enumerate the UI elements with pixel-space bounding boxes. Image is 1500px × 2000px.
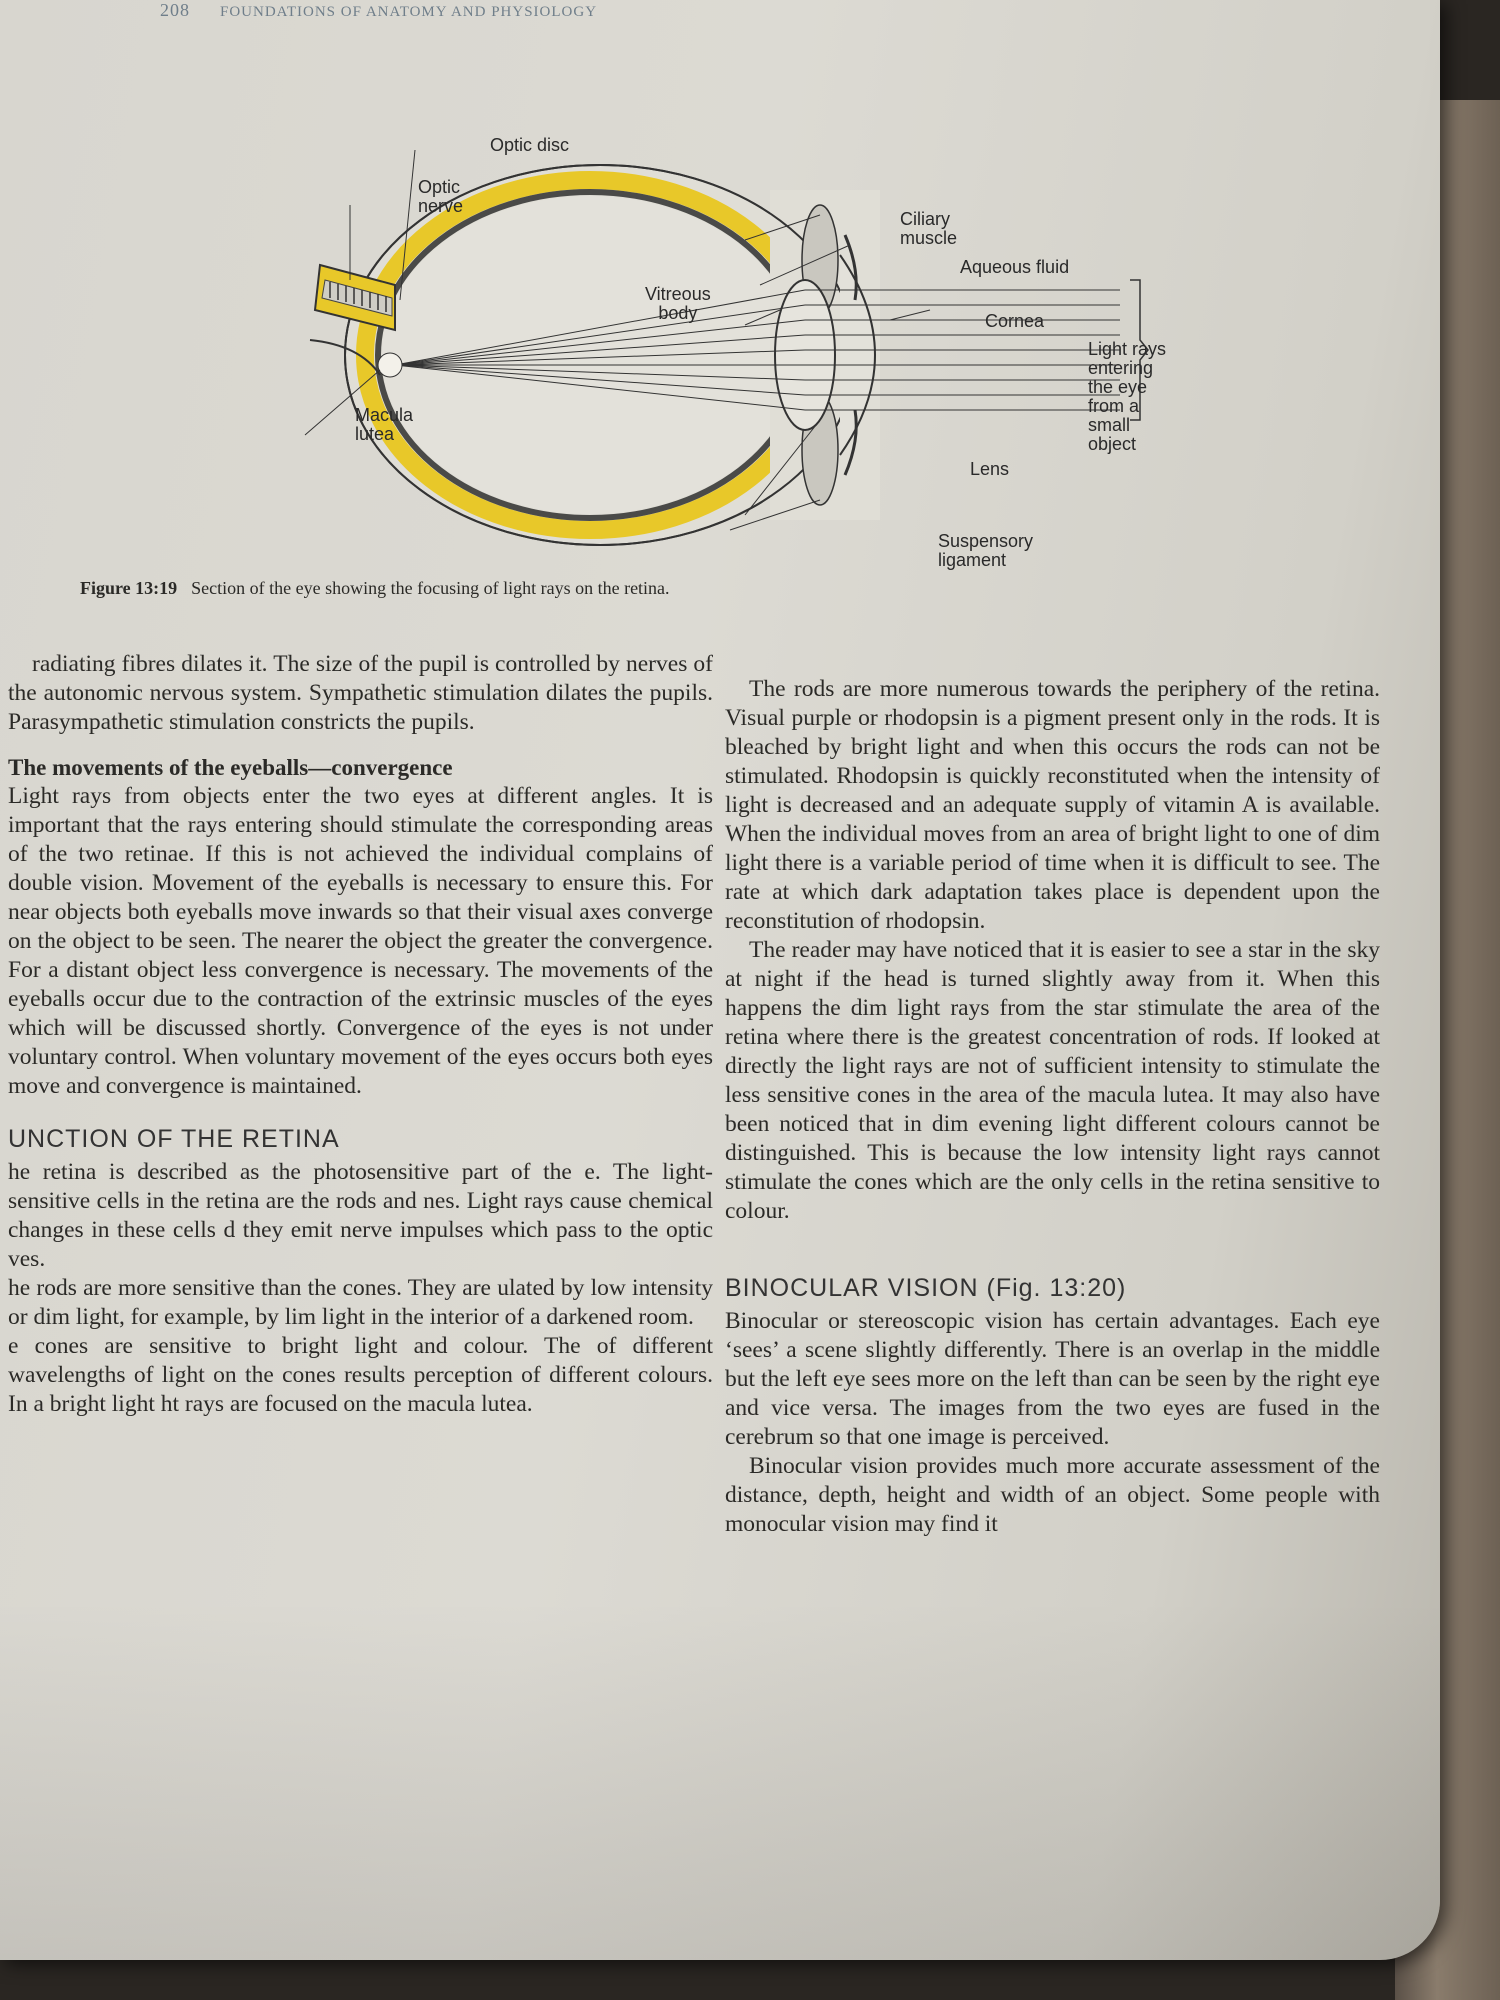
label-suspensory-ligament: Suspensory ligament: [938, 531, 1034, 570]
label-ciliary-muscle: Ciliary muscle: [900, 209, 958, 248]
caption-number: Figure 13:19: [80, 578, 178, 598]
caption-text: Section of the eye showing the focusing of light rays on the retina.: [191, 578, 670, 598]
heading-binocular-vision: BINOCULAR VISION (Fig. 13:20): [725, 1274, 1127, 1302]
right-paragraph-4: Binocular vision provides much more accurate assessment of the distance, depth, height and width of an object. Some people with monocular vision may find it: [725, 1453, 1380, 1537]
right-paragraph-3: Binocular or stereoscopic vision has certain advantages. Each eye ‘sees’ a scene slightly differently. There is an overlap in the middle but the left eye sees more on the left than can be seen by the right eye and vice versa. The images from the two eyes are fused in the cerebrum so that one image is perceived.: [725, 1308, 1380, 1450]
running-head-title: FOUNDATIONS OF ANATOMY AND PHYSIOLOGY: [220, 4, 598, 20]
label-lens: Lens: [970, 459, 1010, 479]
left-paragraph-4: he rods are more sensitive than the cones. They are ulated by low intensity or dim light, for example, by lim light in the interior of a darkened room.: [8, 1275, 713, 1330]
heading-eyeball-movements: The movements of the eyeballs—convergence: [8, 755, 453, 780]
label-macula-lutea: Macula lutea: [355, 405, 414, 444]
eye-section-figure: [300, 130, 1200, 580]
left-paragraph-1: radiating fibres dilates it. The size of the pupil is controlled by nerves of the autonomic nervous system. Sympathetic stimulation dilates the pupils. Parasympathetic stimulation constricts the pupils.: [8, 651, 713, 735]
left-paragraph-5: e cones are sensitive to bright light and colour. The of different wavelengths of light on the cones results perception of different colours. In a bright light ht rays are focused on the macula lutea.: [8, 1333, 713, 1417]
right-paragraph-2: The reader may have noticed that it is easier to see a star in the sky at night if the head is turned slightly away from it. When this happens the dim light rays from the star stimulate the area of the retina where there is the greatest concentration of rods. If looked at directly the light rays are not of sufficient intensity to stimulate the less sensitive cones in the area of the macula lutea. It may also have been noticed that in dim evening light different colours cannot be distinguished. This is because the low intensity light rays cannot stimulate the cones which are the only cells in the retina sensitive to colour.: [725, 937, 1380, 1224]
label-cornea: Cornea: [985, 311, 1045, 331]
label-vitreous-body: Vitreous body: [645, 284, 711, 323]
label-optic-disc: Optic disc: [490, 135, 570, 155]
figure-caption: [80, 578, 670, 599]
right-column: [725, 675, 1380, 1539]
page-number: 208: [160, 0, 190, 20]
left-paragraph-2: Light rays from objects enter the two eyes at different angles. It is important that the rays entering should stimulate the corresponding areas of the two retinae. If this is not achieved the individual complains of double vision. Movement of the eyeballs is necessary to ensure this. For near objects both eyeballs move inwards so that their visual axes converge on the object to be seen. The nearer the object the greater the convergence. For a distant object less convergence is necessary. The movements of the eyeballs occur due to the contraction of the extrinsic muscles of the eyes which will be discussed shortly. Convergence of the eyes is not under voluntary control. When voluntary movement of the eyes occurs both eyes move and convergence is maintained.: [8, 783, 713, 1099]
page-shadow: [0, 1600, 1440, 1960]
heading-function-of-retina: UNCTION OF THE RETINA: [8, 1125, 340, 1153]
left-paragraph-3: he retina is described as the photosensitive part of the e. The light-sensitive cells in the retina are the rods and nes. Light rays cause chemical changes in these cells d they emit nerve impulses which pass to the optic ves.: [8, 1159, 713, 1272]
macula: [378, 353, 402, 377]
label-optic-nerve: Optic nerve: [418, 177, 464, 216]
running-head: [160, 0, 597, 21]
label-aqueous-fluid: Aqueous fluid: [960, 257, 1070, 277]
vitreous-body: [382, 196, 798, 514]
left-column: [0, 650, 713, 1419]
label-light-rays: Light rays entering the eye from a small object: [1088, 339, 1167, 454]
right-paragraph-1: The rods are more numerous towards the periphery of the retina. Visual purple or rhodopsin is a pigment present only in the rods. It is bleached by bright light and when this occurs the rods can not be stimulated. Rhodopsin is quickly reconstituted when the intensity of light is decreased and an adequate supply of vitamin A is available. When the individual moves from an area of bright light to one of dim light there is a variable period of time when it is difficult to see. The rate at which dark adaptation takes place is dependent upon the reconstitution of rhodopsin.: [725, 676, 1380, 934]
